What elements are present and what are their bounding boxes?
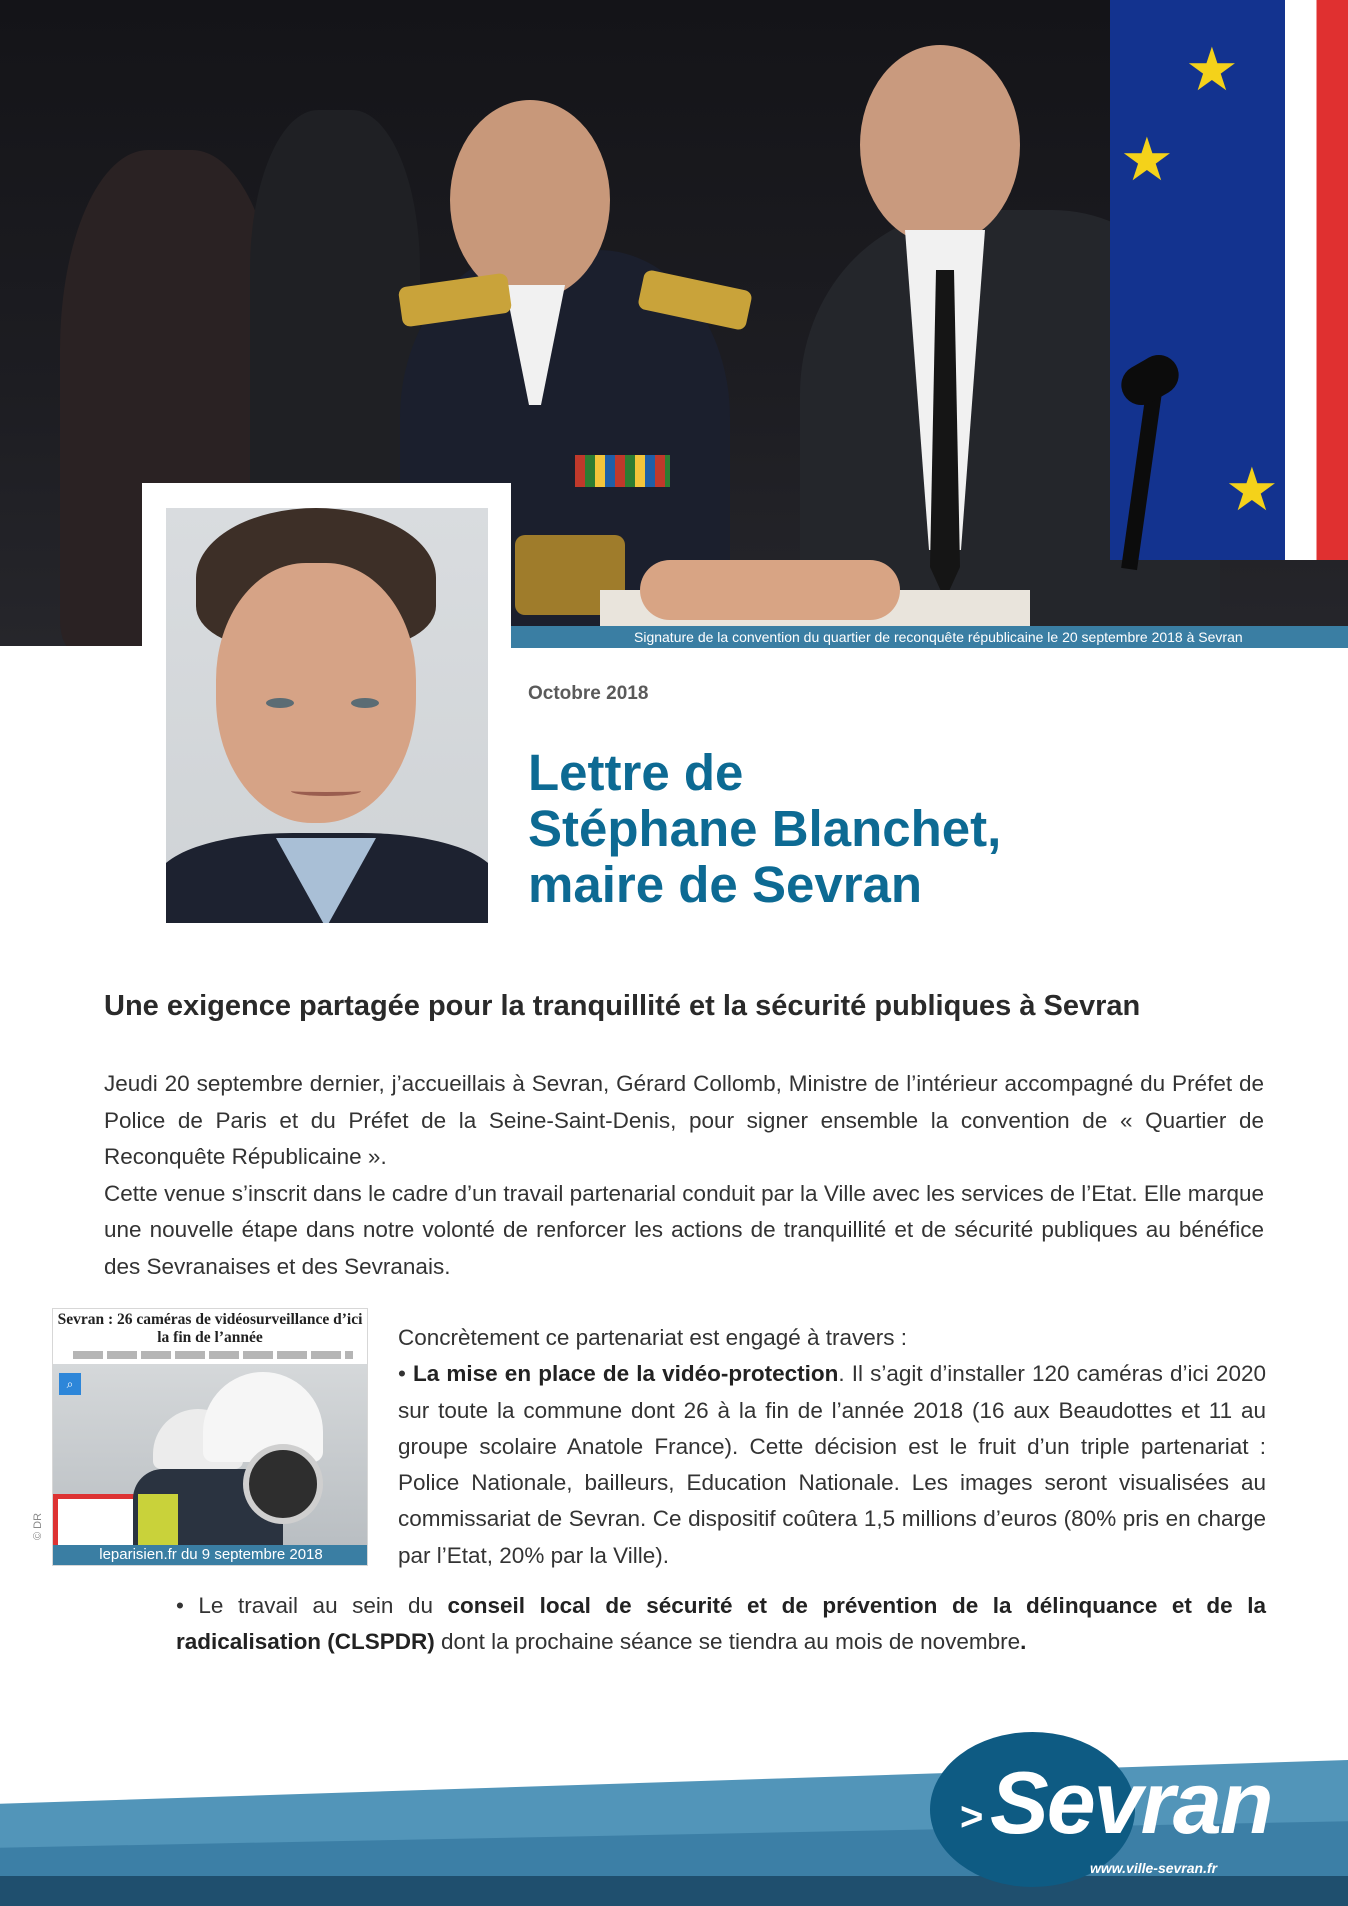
logo-chevron-icon: > (960, 1795, 984, 1839)
star-icon: ★ (1185, 35, 1239, 105)
bullet-icon: • (398, 1361, 414, 1387)
portrait-eye-left (266, 698, 294, 708)
photo-credit: © DR (32, 1512, 44, 1540)
clipping-photo (53, 1364, 368, 1547)
issue-date: Octobre 2018 (528, 683, 649, 704)
intro-text (104, 1066, 1264, 1285)
camera-dome-icon (243, 1444, 323, 1524)
bullet-2-post: dont la prochaine séance se tiendra au mois de novembre (434, 1629, 1021, 1655)
background-person-middle (250, 110, 420, 510)
search-icon: ⌕ (59, 1373, 81, 1395)
mayor-portrait (166, 508, 488, 923)
body-text (398, 1320, 1266, 1574)
portrait-face (216, 563, 416, 823)
bullet-2-end: . (1020, 1629, 1027, 1655)
title-line-1: Lettre de (528, 744, 744, 801)
sevran-logo: Sevran (990, 1753, 1272, 1852)
worker-vest (138, 1494, 178, 1547)
portrait-mouth (291, 786, 361, 796)
intro-paragraph-1: Jeudi 20 septembre dernier, j’accueillais à Sevran, Gérard Collomb, Ministre de l’intérieur accompagné du Préfet de Police de Paris et du Préfet de la Seine-Saint-Denis, pour signer ensemble la convention de « Quartier de Reconquête Républicaine ». (104, 1071, 1264, 1169)
star-icon: ★ (1225, 455, 1279, 525)
bullet-1-text: . Il s’agit d’installer 120 caméras d’ici 2020 sur toute la commune dont 26 à la fin de l’année 2018 (16 aux Beaudottes et 11 au groupe scolaire Anatole France). Cette décision est le fruit d’un triple partenariat : Police Nationale, bailleurs, Education Nationale. Les images seront visualisées au commissariat de Sevran. Ce dispositif coûtera 1,5 millions d’euros (80% pris en charge par l’Etat, 20% par la Ville). (398, 1361, 1266, 1568)
clipping-meta-line (73, 1351, 353, 1359)
mayor-head (860, 45, 1020, 245)
title-line-3: maire de Sevran (528, 856, 923, 913)
hero-caption: Signature de la convention du quartier de reconquête républicaine le 20 septembre 2018 à Sevran (510, 626, 1348, 648)
bullet-clspdr (176, 1588, 1266, 1661)
medal-ribbons (575, 455, 670, 487)
newspaper-clipping (52, 1308, 368, 1566)
body-lead: Concrètement ce partenariat est engagé à travers : (398, 1325, 908, 1350)
star-icon: ★ (1120, 125, 1174, 195)
footer-bottom-strip (0, 1876, 1348, 1906)
clipping-headline: Sevran : 26 caméras de vidéosurveillance d’ici la fin de l’année (57, 1311, 363, 1346)
bullet-icon: • (176, 1593, 199, 1618)
bullet-video-protection (398, 1356, 1266, 1574)
page-title (528, 745, 1248, 913)
bullet-1-bold: La mise en place de la vidéo-protection (413, 1361, 839, 1387)
title-line-2: Stéphane Blanchet, (528, 800, 1002, 857)
intro-paragraph-2: Cette venue s’inscrit dans le cadre d’un travail partenarial conduit par la Ville avec les services de l’Etat. Elle marque une nouvelle étape dans notre volonté de renforcer les actions de tranquillité et de sécurité publiques au bénéfice des Sevranaises et des Sevranais. (104, 1180, 1264, 1279)
clipping-caption: leparisien.fr du 9 septembre 2018 (53, 1545, 368, 1565)
bullet-2-bold: conseil local de sécurité et de prévention de la délinquance et de la radicalisation (CLSPDR) (176, 1593, 1266, 1655)
website-url: www.ville-sevran.fr (1090, 1860, 1218, 1876)
bullet-2-pre: Le travail au sein du (198, 1593, 448, 1618)
officer-head (450, 100, 610, 300)
portrait-eye-right (351, 698, 379, 708)
french-flag (1285, 0, 1348, 560)
article-subtitle: Une exigence partagée pour la tranquillité et la sécurité publiques à Sevran (104, 990, 1141, 1022)
signing-hands (640, 560, 900, 620)
